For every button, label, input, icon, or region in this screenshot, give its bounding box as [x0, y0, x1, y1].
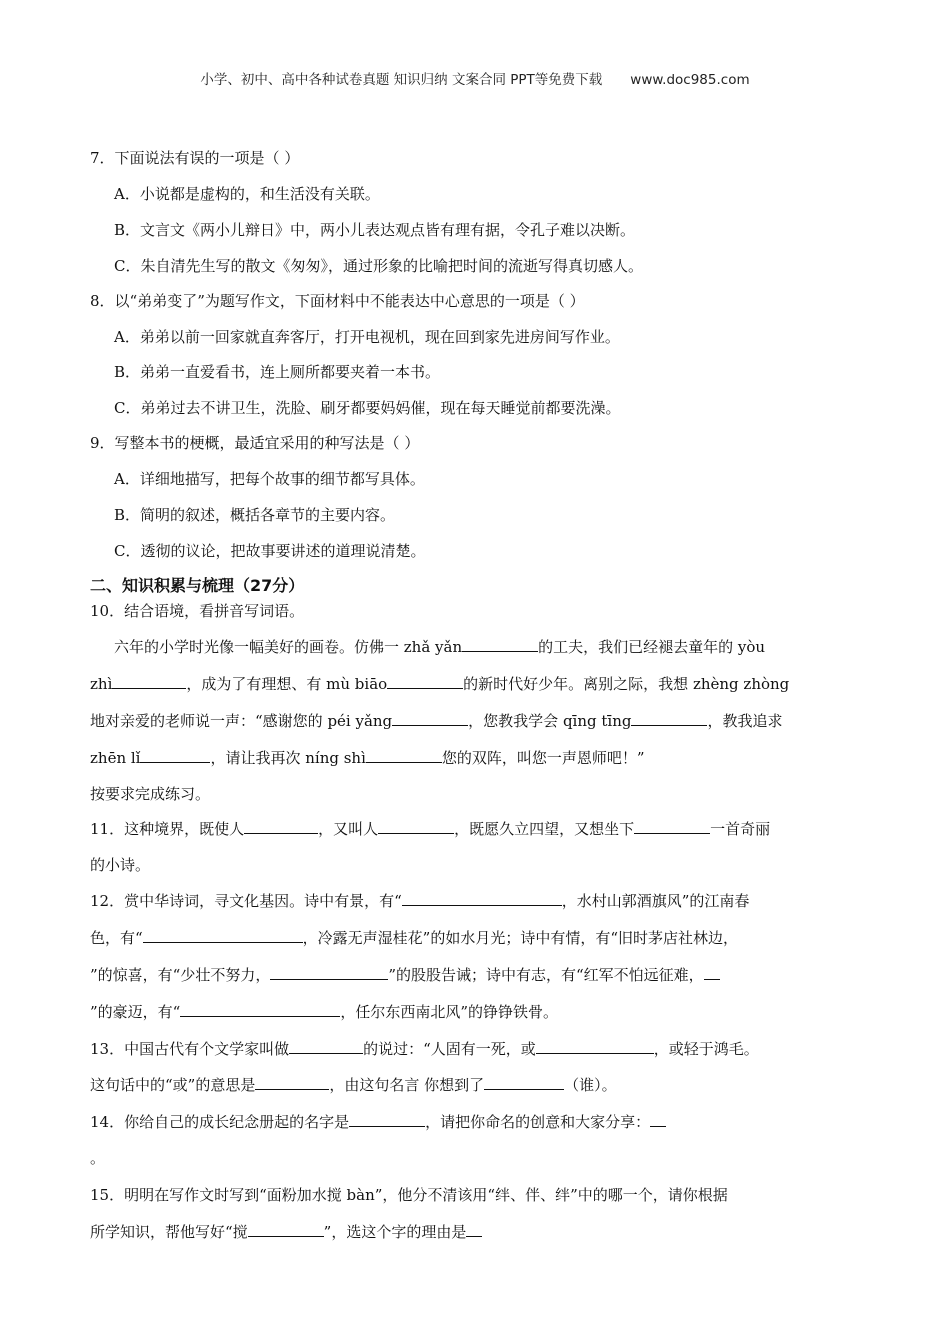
q12-line-3: [90, 964, 720, 985]
q10-text-1a: 六年的小学时光像一幅美好的画卷。仿佛一 zhǎ yǎn: [114, 638, 463, 656]
q7-stem: 7．下面说法有误的一项是（ ）: [90, 149, 300, 167]
answer-blank[interactable]: [248, 1222, 324, 1237]
q10-line-2: [90, 673, 789, 694]
header-site: www.doc985.com: [630, 72, 750, 88]
q15-line-1: 15．明明在写作文时写到“面粉加水搅 bàn”，他分不清该用“绊、伴、绊”中的哪一个，请你根据: [90, 1186, 728, 1204]
answer-blank[interactable]: [466, 1222, 482, 1237]
q7-option-b: B．文言文《两小儿辩日》中，两小儿表达观点皆有理有据，令孔子难以决断。: [114, 221, 636, 239]
answer-blank[interactable]: [366, 748, 442, 763]
answer-blank[interactable]: [387, 674, 463, 689]
answer-blank[interactable]: [143, 928, 303, 943]
answer-blank[interactable]: [270, 965, 388, 980]
q9-option-c: C．透彻的议论，把故事要讲述的道理说清楚。: [114, 542, 426, 560]
q13-text-c: ，或轻于鸿毛。: [653, 1040, 759, 1058]
answer-blank[interactable]: [349, 1112, 425, 1127]
q12-line-2: [90, 927, 738, 948]
q12-text-c: 色，有“: [90, 929, 143, 947]
q12-text-a: 12．赏中华诗词，寻文化基因。诗中有景，有“: [90, 892, 402, 910]
answer-blank[interactable]: [484, 1075, 564, 1090]
instruction: 按要求完成练习。: [90, 785, 211, 803]
q12-text-h: ，任尔东西南北风”的铮铮铁骨。: [340, 1003, 559, 1021]
q15-line-2: [90, 1221, 482, 1242]
answer-blank[interactable]: [392, 711, 468, 726]
q12-text-f: ”的股股告诫；诗中有志，有“红军不怕远征难，: [388, 966, 704, 984]
answer-blank[interactable]: [255, 1075, 329, 1090]
q7-option-c: C．朱自清先生写的散文《匆匆》，通过形象的比喻把时间的流逝写得真切感人。: [114, 257, 643, 275]
q11-text-b: ，又叫人: [318, 820, 379, 838]
q11-text-d: 一首奇丽: [710, 820, 771, 838]
q11-text-e: 的小诗。: [90, 856, 151, 874]
q11-text-a: 11．这种境界，既使人: [90, 820, 245, 838]
header-text: 小学、初中、高中各种试卷真题 知识归纳 文案合同 PPT等免费下载: [200, 72, 603, 88]
q9-option-b: B．简明的叙述，概括各章节的主要内容。: [114, 506, 396, 524]
q10-stem: 10．结合语境，看拼音写词语。: [90, 602, 305, 620]
answer-blank[interactable]: [140, 748, 210, 763]
answer-blank[interactable]: [112, 674, 186, 689]
q10-text-4a: zhēn lǐ: [90, 749, 141, 767]
q8-option-b: B．弟弟一直爱看书，连上厕所都要夹着一本书。: [114, 363, 441, 381]
answer-blank[interactable]: [289, 1039, 363, 1054]
q10-text-2a: zhì: [90, 675, 113, 693]
q13-text-e: ，由这句名言 你想到了: [329, 1076, 485, 1094]
q10-text-3a: 地对亲爱的老师说一声：“感谢您的 péi yǎng: [90, 712, 393, 730]
q15-text-c: ”，选这个字的理由是: [323, 1223, 467, 1241]
q9-stem: 9．写整本书的梗概，最适宜采用的种写法是（ ）: [90, 434, 420, 452]
q8-option-c: C．弟弟过去不讲卫生，洗脸、刷牙都要妈妈催，现在每天睡觉前都要洗澡。: [114, 399, 621, 417]
q14-text-c: 。: [90, 1149, 106, 1167]
q12-text-b: ，水村山郭酒旗风”的江南春: [561, 892, 750, 910]
q12-text-d: ，冷露无声湿桂花”的如水月光；诗中有情，有“旧时茅店社林边，: [302, 929, 739, 947]
q13-text-b: 的说过：“人固有一死，或: [363, 1040, 536, 1058]
q11-text-c: ，既愿久立四望，又想坐下: [454, 820, 635, 838]
answer-blank[interactable]: [650, 1112, 666, 1127]
q8-stem: 8．以“弟弟变了”为题写作文，下面材料中不能表达中心意思的一项是（ ）: [90, 292, 585, 310]
q13-text-a: 13．中国古代有个文学家叫做: [90, 1040, 290, 1058]
answer-blank[interactable]: [402, 891, 562, 906]
q8-option-a: A．弟弟以前一回家就直奔客厅，打开电视机，现在回到家先进房间写作业。: [114, 328, 620, 346]
q13-text-d: 这句话中的“或”的意思是: [90, 1076, 256, 1094]
q10-line-3: [90, 710, 782, 731]
q10-text-2b: ，成为了有理想、有 mù biāo: [186, 675, 388, 693]
q12-text-g: ”的豪迈，有“: [90, 1003, 181, 1021]
answer-blank[interactable]: [536, 1039, 654, 1054]
q10-text-4c: 您的双阵，叫您一声恩师吧！”: [441, 749, 645, 767]
q13-text-f: （谁）。: [564, 1076, 617, 1094]
q10-line-1: [114, 636, 765, 657]
q10-text-3b: ，您教我学会 qīng tīng: [468, 712, 632, 730]
q9-option-a: A．详细地描写，把每个故事的细节都写具体。: [114, 470, 425, 488]
q12-line-1: [90, 890, 749, 911]
q11-line-1: [90, 818, 770, 839]
q14-line-1: [90, 1111, 666, 1132]
answer-blank[interactable]: [462, 637, 538, 652]
answer-blank[interactable]: [704, 965, 720, 980]
answer-blank[interactable]: [634, 819, 710, 834]
q14-text-a: 14．你给自己的成长纪念册起的名字是: [90, 1113, 350, 1131]
page-header: [0, 68, 950, 88]
q13-line-1: [90, 1038, 759, 1059]
q10-line-4: [90, 747, 645, 768]
q10-text-3c: ，教我追求: [707, 712, 783, 730]
q13-line-2: [90, 1074, 617, 1095]
q14-text-b: ，请把你命名的创意和大家分享：: [425, 1113, 651, 1131]
q12-line-4: [90, 1001, 558, 1022]
q10-text-2c: 的新时代好少年。离别之际，我想 zhèng zhòng: [463, 675, 790, 693]
q10-text-4b: ，请让我再次 níng shì: [210, 749, 366, 767]
q15-text-b: 所学知识，帮他写好“搅: [90, 1223, 248, 1241]
answer-blank[interactable]: [244, 819, 318, 834]
answer-blank[interactable]: [631, 711, 707, 726]
q7-option-a: A．小说都是虚构的，和生活没有关联。: [114, 185, 380, 203]
q10-text-1b: 的工夫，我们已经褪去童年的 yòu: [538, 638, 766, 656]
answer-blank[interactable]: [180, 1002, 340, 1017]
section-title: 二、知识积累与梳理（27分）: [90, 576, 305, 595]
answer-blank[interactable]: [378, 819, 454, 834]
q12-text-e: ”的惊喜，有“少壮不努力，: [90, 966, 271, 984]
